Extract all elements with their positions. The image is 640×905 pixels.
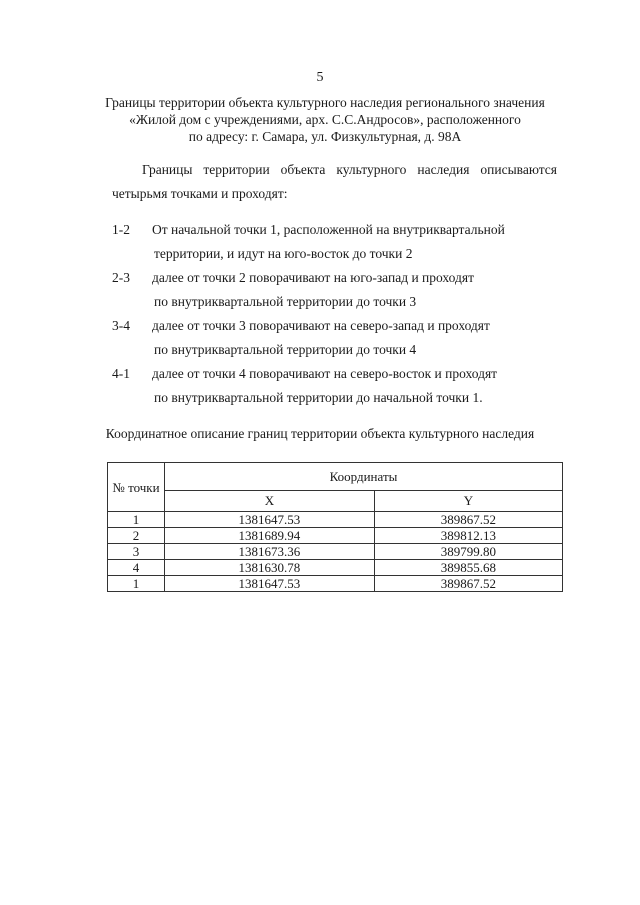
document-title [90,94,560,145]
header-coordinates: Координаты [165,463,563,491]
table-row [108,560,563,576]
segment-line: далее от точки 3 поворачивают на северо-запад и проходят [152,318,490,333]
page-number: 5 [316,70,324,85]
boundary-segments-list [112,218,552,410]
coordinates-table [107,462,563,592]
table-caption: Координатное описание границ территории объекта культурного наследия [105,426,535,441]
segment-item [112,266,552,314]
segment-item [112,314,552,362]
segment-line: по внутриквартальной территории до начальной точки 1. [154,390,483,405]
cell-y: 389867.52 [374,512,562,528]
segment-description [152,218,505,266]
segment-item [112,362,552,410]
header-x: X [165,490,375,511]
intro-paragraph [112,158,557,206]
segment-line: по внутриквартальной территории до точки 4 [154,342,417,357]
title-line-2: «Жилой дом с учреждениями, арх. С.С.Андросов», расположенного [129,112,521,127]
cell-point: 1 [108,512,165,528]
cell-y: 389812.13 [374,528,562,544]
table-row [108,576,563,592]
cell-point: 4 [108,560,165,576]
table-header-row [108,463,563,491]
segment-item [112,218,552,266]
segment-description [152,314,490,362]
segment-line: далее от точки 4 поворачивают на северо-восток и проходят [152,366,498,381]
cell-x: 1381630.78 [165,560,375,576]
table-row [108,528,563,544]
intro-line-2: четырьмя точками и проходят: [112,186,288,201]
cell-y: 389799.80 [374,544,562,560]
segment-code: 1-2 [112,222,130,237]
segment-line: далее от точки 2 поворачивают на юго-запад и проходят [152,270,475,285]
header-point-number: № точки [108,463,165,512]
cell-x: 1381689.94 [165,528,375,544]
table-row [108,544,563,560]
table-header-row [108,490,563,511]
segment-code: 4-1 [112,366,130,381]
segment-line: территории, и идут на юго-восток до точки 2 [154,246,413,261]
cell-point: 2 [108,528,165,544]
title-line-3: по адресу: г. Самара, ул. Физкультурная, д. 98А [188,129,462,144]
segment-line: От начальной точки 1, расположенной на внутриквартальной [152,222,505,237]
cell-x: 1381647.53 [165,512,375,528]
segment-line: по внутриквартальной территории до точки 3 [154,294,417,309]
segment-code: 3-4 [112,318,130,333]
cell-y: 389855.68 [374,560,562,576]
table-row [108,512,563,528]
title-line-1: Границы территории объекта культурного наследия регионального значения [105,95,545,110]
header-y: Y [374,490,562,511]
segment-description [152,362,497,410]
cell-x: 1381647.53 [165,576,375,592]
segment-description [152,266,474,314]
cell-x: 1381673.36 [165,544,375,560]
cell-point: 3 [108,544,165,560]
cell-y: 389867.52 [374,576,562,592]
intro-line-1: Границы территории объекта культурного наследия описываются [142,162,557,177]
cell-point: 1 [108,576,165,592]
segment-code: 2-3 [112,270,130,285]
